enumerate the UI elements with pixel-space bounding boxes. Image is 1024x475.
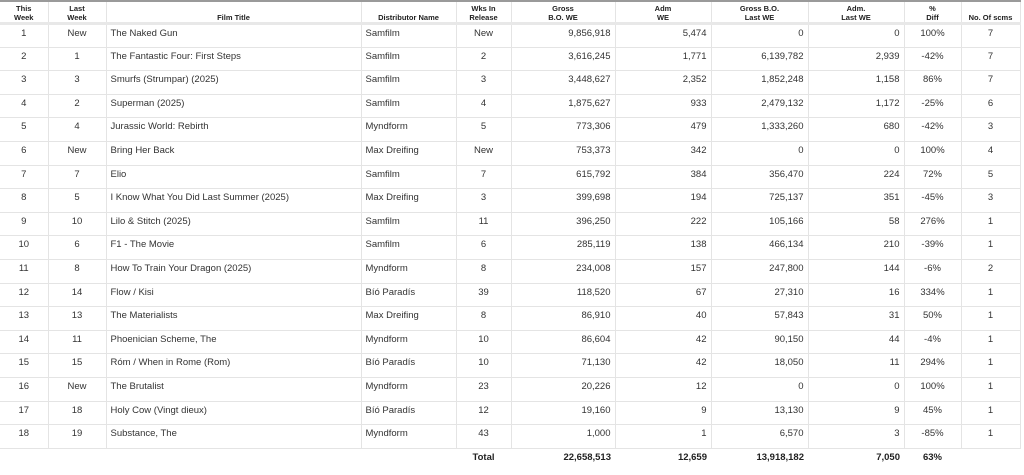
cell-gross-we: 86,910 (511, 307, 615, 331)
cell-film-title: Jurassic World: Rebirth (106, 118, 361, 142)
cell-adm-last-we: 44 (808, 330, 904, 354)
cell-gross-we: 86,604 (511, 330, 615, 354)
cell-last-week: 18 (48, 401, 106, 425)
cell-last-week: 2 (48, 94, 106, 118)
table-body (0, 24, 1020, 449)
cell-adm-we: 12 (615, 377, 711, 401)
cell-gross-we: 118,520 (511, 283, 615, 307)
cell-adm-last-we: 31 (808, 307, 904, 331)
cell-pct-diff: 294% (904, 354, 961, 378)
table-row (0, 47, 1020, 71)
cell-this-week: 16 (0, 377, 48, 401)
table-row (0, 236, 1020, 260)
cell-adm-we: 5,474 (615, 24, 711, 48)
cell-gross-last-we: 0 (711, 24, 808, 48)
cell-adm-we: 157 (615, 259, 711, 283)
cell-gross-we: 71,130 (511, 354, 615, 378)
cell-this-week: 2 (0, 47, 48, 71)
cell-adm-last-we: 351 (808, 189, 904, 213)
cell-gross-last-we: 27,310 (711, 283, 808, 307)
cell-this-week: 13 (0, 307, 48, 331)
cell-pct-diff: -6% (904, 259, 961, 283)
cell-wks-in-release: 10 (456, 330, 511, 354)
cell-adm-last-we: 210 (808, 236, 904, 260)
table-row (0, 141, 1020, 165)
cell-gross-we: 1,875,627 (511, 94, 615, 118)
cell-wks-in-release: 6 (456, 236, 511, 260)
cell-wks-in-release: 8 (456, 307, 511, 331)
total-gross-we: 22,658,513 (563, 452, 611, 464)
cell-distributor: Samfilm (361, 47, 456, 71)
cell-gross-we: 396,250 (511, 212, 615, 236)
cell-pct-diff: 100% (904, 24, 961, 48)
cell-pct-diff: -39% (904, 236, 961, 260)
cell-no-of-scms: 1 (961, 236, 1020, 260)
cell-last-week: 7 (48, 165, 106, 189)
cell-this-week: 12 (0, 283, 48, 307)
cell-no-of-scms: 2 (961, 259, 1020, 283)
cell-no-of-scms: 1 (961, 377, 1020, 401)
cell-last-week: 10 (48, 212, 106, 236)
cell-distributor: Samfilm (361, 71, 456, 95)
cell-film-title: Flow / Kisi (106, 283, 361, 307)
cell-last-week: New (48, 24, 106, 48)
cell-adm-we: 1,771 (615, 47, 711, 71)
cell-last-week: 8 (48, 259, 106, 283)
cell-this-week: 15 (0, 354, 48, 378)
cell-distributor: Samfilm (361, 24, 456, 48)
totals-label: Total (472, 452, 495, 464)
cell-last-week: 1 (48, 47, 106, 71)
cell-film-title: Elio (106, 165, 361, 189)
cell-pct-diff: -42% (904, 47, 961, 71)
cell-film-title: How To Train Your Dragon (2025) (106, 259, 361, 283)
cell-last-week: 14 (48, 283, 106, 307)
cell-no-of-scms: 1 (961, 354, 1020, 378)
cell-last-week: 11 (48, 330, 106, 354)
cell-pct-diff: -85% (904, 425, 961, 449)
cell-adm-we: 479 (615, 118, 711, 142)
cell-distributor: Max Dreifing (361, 307, 456, 331)
cell-wks-in-release: 23 (456, 377, 511, 401)
cell-gross-last-we: 2,479,132 (711, 94, 808, 118)
cell-pct-diff: -4% (904, 330, 961, 354)
table-row (0, 425, 1020, 449)
header-adm-last-we: Adm. Last WE (808, 1, 904, 24)
cell-gross-we: 20,226 (511, 377, 615, 401)
table-row (0, 24, 1020, 48)
header-pct-diff: % Diff (904, 1, 961, 24)
cell-adm-we: 9 (615, 401, 711, 425)
totals-spacer (48, 448, 106, 465)
cell-adm-last-we: 0 (808, 377, 904, 401)
cell-this-week: 1 (0, 24, 48, 48)
cell-gross-we: 9,856,918 (511, 24, 615, 48)
cell-adm-we: 42 (615, 354, 711, 378)
cell-distributor: Myndform (361, 259, 456, 283)
cell-distributor: Myndform (361, 377, 456, 401)
table-footer (0, 448, 1020, 465)
cell-wks-in-release: New (456, 24, 511, 48)
cell-gross-last-we: 105,166 (711, 212, 808, 236)
cell-this-week: 5 (0, 118, 48, 142)
cell-this-week: 17 (0, 401, 48, 425)
total-adm-last-we: 7,050 (876, 452, 900, 464)
cell-no-of-scms: 1 (961, 330, 1020, 354)
cell-distributor: Bíó Paradís (361, 283, 456, 307)
cell-adm-we: 138 (615, 236, 711, 260)
cell-this-week: 14 (0, 330, 48, 354)
cell-wks-in-release: 11 (456, 212, 511, 236)
cell-adm-we: 42 (615, 330, 711, 354)
cell-pct-diff: 334% (904, 283, 961, 307)
cell-last-week: 5 (48, 189, 106, 213)
cell-wks-in-release: 3 (456, 71, 511, 95)
cell-adm-last-we: 1,172 (808, 94, 904, 118)
cell-no-of-scms: 4 (961, 141, 1020, 165)
cell-distributor: Bíó Paradís (361, 401, 456, 425)
cell-gross-we: 773,306 (511, 118, 615, 142)
cell-gross-we: 753,373 (511, 141, 615, 165)
cell-distributor: Samfilm (361, 212, 456, 236)
cell-pct-diff: 100% (904, 377, 961, 401)
cell-film-title: I Know What You Did Last Summer (2025) (106, 189, 361, 213)
cell-gross-we: 19,160 (511, 401, 615, 425)
table-row (0, 307, 1020, 331)
cell-adm-we: 194 (615, 189, 711, 213)
cell-gross-last-we: 57,843 (711, 307, 808, 331)
cell-wks-in-release: 12 (456, 401, 511, 425)
table-row (0, 259, 1020, 283)
cell-adm-we: 1 (615, 425, 711, 449)
header-this-week: This Week (0, 1, 48, 24)
cell-last-week: 19 (48, 425, 106, 449)
cell-gross-we: 3,616,245 (511, 47, 615, 71)
table-row (0, 377, 1020, 401)
cell-distributor: Samfilm (361, 236, 456, 260)
cell-gross-last-we: 356,470 (711, 165, 808, 189)
cell-adm-last-we: 224 (808, 165, 904, 189)
cell-adm-we: 342 (615, 141, 711, 165)
cell-this-week: 11 (0, 259, 48, 283)
cell-this-week: 4 (0, 94, 48, 118)
cell-film-title: Substance, The (106, 425, 361, 449)
cell-distributor: Samfilm (361, 94, 456, 118)
header-adm-we: Adm WE (615, 1, 711, 24)
cell-adm-we: 40 (615, 307, 711, 331)
table-row (0, 165, 1020, 189)
cell-adm-last-we: 11 (808, 354, 904, 378)
cell-gross-we: 1,000 (511, 425, 615, 449)
cell-this-week: 7 (0, 165, 48, 189)
cell-gross-last-we: 90,150 (711, 330, 808, 354)
cell-adm-we: 2,352 (615, 71, 711, 95)
cell-adm-last-we: 1,158 (808, 71, 904, 95)
cell-gross-we: 399,698 (511, 189, 615, 213)
cell-last-week: 6 (48, 236, 106, 260)
cell-this-week: 10 (0, 236, 48, 260)
cell-gross-we: 234,008 (511, 259, 615, 283)
cell-no-of-scms: 7 (961, 24, 1020, 48)
cell-last-week: 3 (48, 71, 106, 95)
cell-no-of-scms: 1 (961, 425, 1020, 449)
cell-gross-last-we: 0 (711, 377, 808, 401)
cell-this-week: 3 (0, 71, 48, 95)
cell-no-of-scms: 3 (961, 189, 1020, 213)
cell-distributor: Max Dreifing (361, 189, 456, 213)
cell-wks-in-release: 4 (456, 94, 511, 118)
cell-pct-diff: -25% (904, 94, 961, 118)
cell-this-week: 18 (0, 425, 48, 449)
cell-no-of-scms: 7 (961, 71, 1020, 95)
table-row (0, 94, 1020, 118)
cell-gross-last-we: 6,570 (711, 425, 808, 449)
total-gross-last-we: 13,918,182 (756, 452, 804, 464)
cell-wks-in-release: 43 (456, 425, 511, 449)
cell-film-title: Lilo & Stitch (2025) (106, 212, 361, 236)
cell-adm-we: 67 (615, 283, 711, 307)
table-row (0, 330, 1020, 354)
cell-adm-last-we: 9 (808, 401, 904, 425)
cell-adm-last-we: 58 (808, 212, 904, 236)
cell-no-of-scms: 1 (961, 401, 1020, 425)
cell-gross-we: 615,792 (511, 165, 615, 189)
header-film-title: Film Title (106, 1, 361, 24)
cell-adm-last-we: 0 (808, 141, 904, 165)
cell-no-of-scms: 7 (961, 47, 1020, 71)
cell-gross-last-we: 1,333,260 (711, 118, 808, 142)
cell-this-week: 9 (0, 212, 48, 236)
cell-film-title: The Fantastic Four: First Steps (106, 47, 361, 71)
cell-pct-diff: 276% (904, 212, 961, 236)
cell-film-title: The Materialists (106, 307, 361, 331)
cell-distributor: Myndform (361, 425, 456, 449)
cell-wks-in-release: 3 (456, 189, 511, 213)
cell-last-week: 15 (48, 354, 106, 378)
table-row (0, 118, 1020, 142)
cell-distributor: Samfilm (361, 165, 456, 189)
cell-pct-diff: 86% (904, 71, 961, 95)
cell-no-of-scms: 6 (961, 94, 1020, 118)
cell-adm-last-we: 680 (808, 118, 904, 142)
cell-pct-diff: 50% (904, 307, 961, 331)
cell-gross-last-we: 18,050 (711, 354, 808, 378)
cell-gross-we: 285,119 (511, 236, 615, 260)
header-wks-in-release: Wks In Release (456, 1, 511, 24)
header-last-week: Last Week (48, 1, 106, 24)
cell-adm-last-we: 2,939 (808, 47, 904, 71)
cell-no-of-scms: 1 (961, 283, 1020, 307)
cell-adm-last-we: 0 (808, 24, 904, 48)
header-gross-last-we: Gross B.O. Last WE (711, 1, 808, 24)
cell-wks-in-release: 10 (456, 354, 511, 378)
cell-gross-last-we: 13,130 (711, 401, 808, 425)
cell-distributor: Myndform (361, 118, 456, 142)
table-row (0, 212, 1020, 236)
table-row (0, 401, 1020, 425)
cell-adm-last-we: 3 (808, 425, 904, 449)
cell-wks-in-release: 5 (456, 118, 511, 142)
cell-film-title: Phoenician Scheme, The (106, 330, 361, 354)
table-header (0, 1, 1020, 24)
cell-film-title: Superman (2025) (106, 94, 361, 118)
cell-film-title: Holy Cow (Vingt dieux) (106, 401, 361, 425)
cell-wks-in-release: 39 (456, 283, 511, 307)
cell-film-title: The Naked Gun (106, 24, 361, 48)
cell-no-of-scms: 5 (961, 165, 1020, 189)
cell-film-title: F1 - The Movie (106, 236, 361, 260)
cell-last-week: New (48, 377, 106, 401)
cell-film-title: Róm / When in Rome (Rom) (106, 354, 361, 378)
cell-gross-last-we: 6,139,782 (711, 47, 808, 71)
total-adm-we: 12,659 (677, 452, 707, 464)
cell-distributor: Myndform (361, 330, 456, 354)
cell-adm-last-we: 16 (808, 283, 904, 307)
cell-gross-last-we: 466,134 (711, 236, 808, 260)
cell-gross-last-we: 0 (711, 141, 808, 165)
cell-this-week: 8 (0, 189, 48, 213)
cell-pct-diff: 100% (904, 141, 961, 165)
cell-gross-last-we: 725,137 (711, 189, 808, 213)
cell-gross-last-we: 247,800 (711, 259, 808, 283)
cell-adm-we: 222 (615, 212, 711, 236)
cell-this-week: 6 (0, 141, 48, 165)
cell-film-title: The Brutalist (106, 377, 361, 401)
cell-last-week: 4 (48, 118, 106, 142)
cell-gross-we: 3,448,627 (511, 71, 615, 95)
cell-last-week: New (48, 141, 106, 165)
cell-pct-diff: 45% (904, 401, 961, 425)
cell-distributor: Bíó Paradís (361, 354, 456, 378)
table-row (0, 283, 1020, 307)
table-row (0, 354, 1020, 378)
cell-pct-diff: -42% (904, 118, 961, 142)
cell-no-of-scms: 1 (961, 212, 1020, 236)
cell-adm-we: 384 (615, 165, 711, 189)
total-pct-diff: 63% (922, 452, 942, 464)
cell-last-week: 13 (48, 307, 106, 331)
cell-wks-in-release: 7 (456, 165, 511, 189)
cell-gross-last-we: 1,852,248 (711, 71, 808, 95)
cell-no-of-scms: 3 (961, 118, 1020, 142)
totals-spacer (361, 448, 456, 465)
cell-wks-in-release: New (456, 141, 511, 165)
cell-pct-diff: -45% (904, 189, 961, 213)
cell-film-title: Smurfs (Strumpar) (2025) (106, 71, 361, 95)
cell-wks-in-release: 8 (456, 259, 511, 283)
cell-adm-we: 933 (615, 94, 711, 118)
header-gross-we: Gross B.O. WE (511, 1, 615, 24)
cell-pct-diff: 72% (904, 165, 961, 189)
totals-spacer (0, 448, 48, 465)
cell-wks-in-release: 2 (456, 47, 511, 71)
table-row (0, 189, 1020, 213)
cell-distributor: Max Dreifing (361, 141, 456, 165)
table-row (0, 71, 1020, 95)
header-no-of-scms: No. Of scms (961, 1, 1020, 24)
cell-no-of-scms: 1 (961, 307, 1020, 331)
cell-film-title: Bring Her Back (106, 141, 361, 165)
header-distributor: Distributor Name (361, 1, 456, 24)
totals-spacer (106, 448, 361, 465)
totals-row (0, 448, 1020, 465)
totals-spacer (961, 448, 1020, 465)
cell-adm-last-we: 144 (808, 259, 904, 283)
